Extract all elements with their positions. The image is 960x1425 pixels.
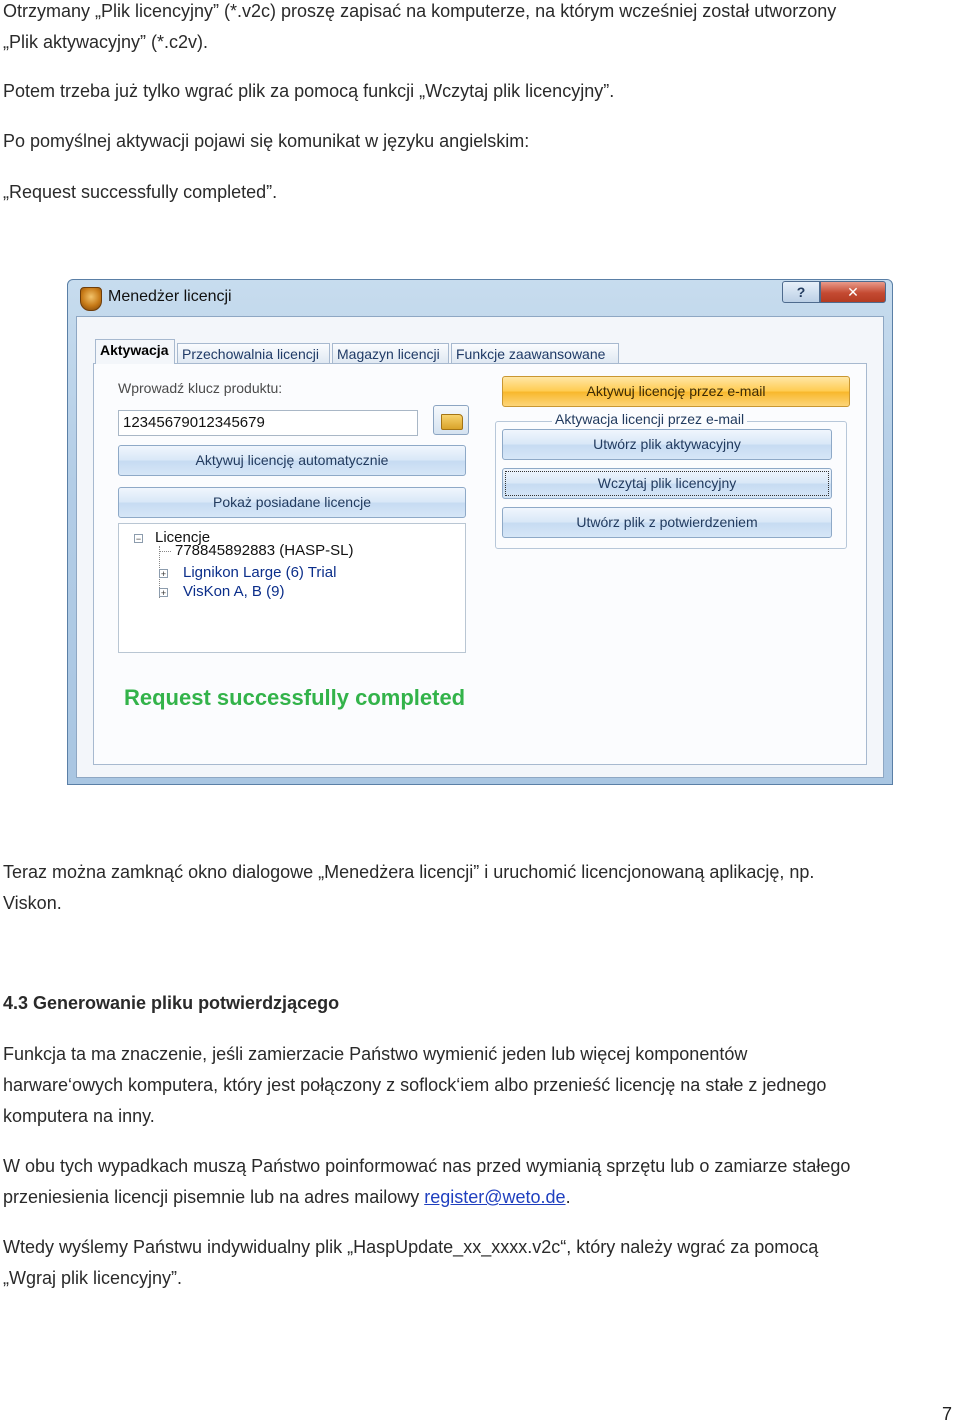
tab-przechowalnia-licencji[interactable]: Przechowalnia licencji (177, 343, 330, 363)
product-key-label: Wprowadź klucz produktu: (118, 380, 283, 396)
help-button[interactable]: ? (782, 281, 820, 303)
paragraph-line: Teraz można zamknąć okno dialogowe „Menedżera licencji” i uruchomić licencjonowaną aplikację, np. (3, 862, 815, 882)
create-confirmation-file-button[interactable]: Utwórz plik z potwierdzeniem (502, 507, 832, 538)
section-heading: 4.3 Generowanie pliku potwierdzjącego (3, 993, 340, 1013)
expand-icon[interactable]: + (160, 569, 167, 579)
paragraph-line (3, 1182, 571, 1213)
create-activation-file-button[interactable]: Utwórz plik aktywacyjny (502, 429, 832, 460)
tree-root-licencje[interactable]: Licencje (155, 529, 211, 546)
paragraph-line: „Wgraj plik licencyjny”. (3, 1268, 183, 1288)
email-link[interactable]: register@weto.de (424, 1187, 566, 1207)
paragraph-line: komputera na inny. (3, 1106, 155, 1126)
paragraph-line: Funkcja ta ma znaczenie, jeśli zamierzacie Państwo wymienić jeden lub więcej komponentów (3, 1044, 748, 1064)
license-manager-window (67, 279, 893, 785)
text-run: . (565, 1187, 571, 1207)
tree-line (159, 551, 171, 552)
paragraph: „Request successfully completed”. (3, 182, 278, 202)
product-key-input[interactable]: 12345679012345679 (118, 410, 418, 436)
collapse-icon[interactable]: − (135, 534, 142, 544)
paragraph-line: Otrzymany „Plik licencyjny” (*.v2c) proszę zapisać na komputerze, na którym wcześniej został utworzony (3, 1, 837, 21)
activate-email-button[interactable]: Aktywuj licencję przez e-mail (502, 376, 850, 407)
activation-panel (93, 363, 867, 765)
paragraph: Po pomyślnej aktywacji pojawi się komunikat w języku angielskim: (3, 131, 530, 151)
load-license-file-button[interactable]: Wczytaj plik licencyjny (502, 468, 832, 499)
activate-auto-button[interactable]: Aktywuj licencję automatycznie (118, 445, 466, 476)
paragraph-line: Wtedy wyślemy Państwu indywidualny plik „HaspUpdate_xx_xxxx.v2c“, który należy wgrać za pomocą (3, 1237, 819, 1257)
paragraph-line: harware‘owych komputera, który jest połączony z soflock‘iem albo przenieść licencję na stałe z jednego (3, 1075, 827, 1095)
tree-item-key[interactable]: 778845892883 (HASP-SL) (175, 542, 354, 559)
title-bar (68, 280, 892, 316)
tab-funkcje-zaawansowane[interactable]: Funkcje zaawansowane (451, 343, 619, 363)
paragraph-line: Viskon. (3, 893, 62, 913)
text-run: przeniesienia licencji pisemnie lub na adres mailowy (3, 1187, 425, 1207)
paragraph-line: „Plik aktywacyjny” (*.c2v). (3, 32, 209, 52)
close-button[interactable]: ✕ (820, 281, 886, 303)
folder-open-icon (441, 414, 463, 430)
paragraph-line: W obu tych wypadkach muszą Państwo poinformować nas przed wymianią sprzętu lub o zamiarze stałego (3, 1156, 851, 1176)
window-client-area (76, 316, 884, 778)
window-title: Menedżer licencji (108, 288, 232, 305)
page-number: 7 (941, 1404, 952, 1424)
paragraph: Potem trzeba już tylko wgrać plik za pomocą funkcji „Wczytaj plik licencyjny”. (3, 81, 615, 101)
browse-button[interactable] (433, 405, 469, 435)
email-group-title: Aktywacja licencji przez e-mail (552, 411, 747, 427)
tree-item-viskon[interactable]: VisKon A, B (9) (183, 583, 285, 600)
tree-item-lignikon[interactable]: Lignikon Large (6) Trial (183, 564, 337, 581)
status-message: Request successfully completed (124, 685, 466, 710)
tab-aktywacja[interactable]: Aktywacja (95, 339, 175, 364)
shield-app-icon (80, 287, 102, 311)
show-licenses-button[interactable]: Pokaż posiadane licencje (118, 487, 466, 518)
license-tree[interactable] (118, 523, 466, 653)
tab-magazyn-licencji[interactable]: Magazyn licencji (332, 343, 449, 363)
expand-icon[interactable]: + (160, 588, 167, 598)
